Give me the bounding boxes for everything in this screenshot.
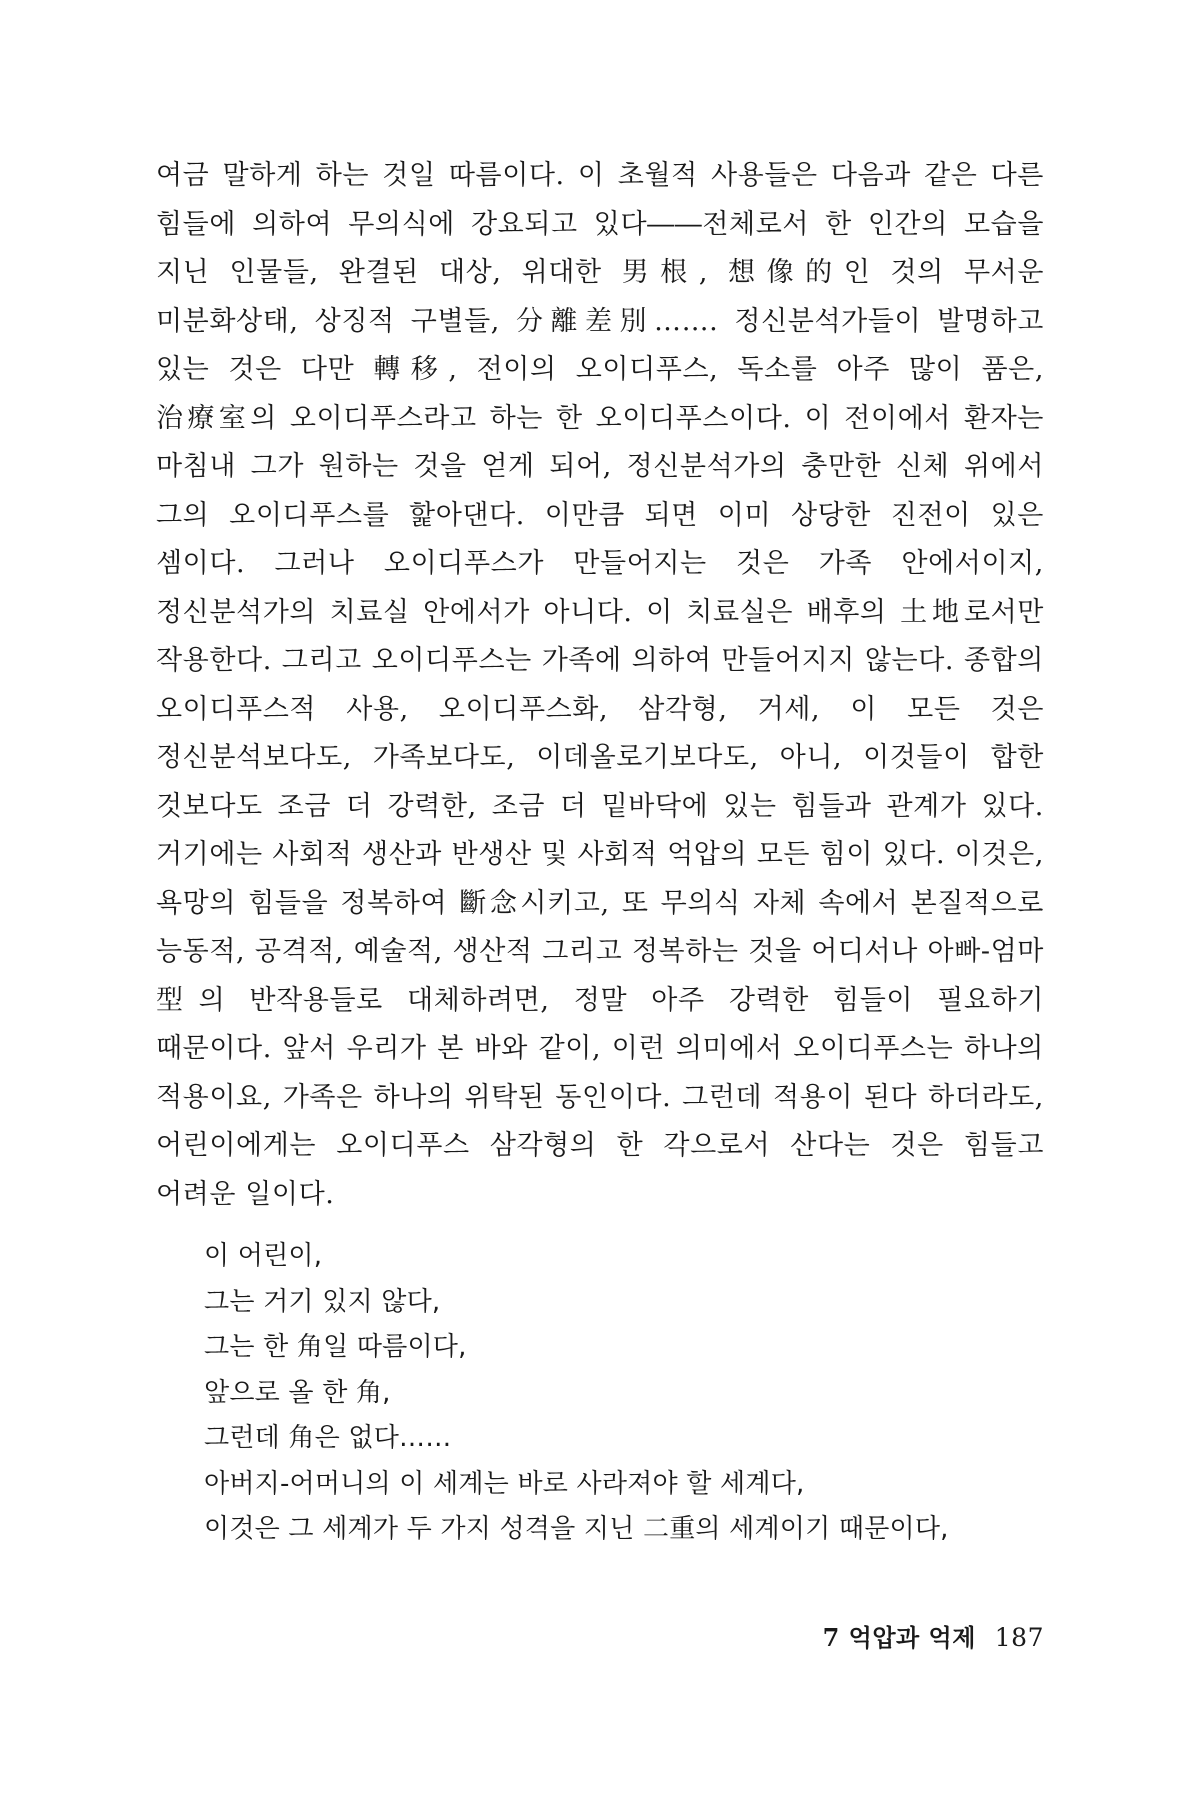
verse-line: 그는 거기 있지 않다, bbox=[204, 1286, 441, 1317]
page-number: 187 bbox=[994, 1623, 1044, 1652]
verse-line: 아버지-어머니의 이 세계는 바로 사라져야 할 세계다, bbox=[204, 1468, 805, 1499]
body-paragraph: 여금 말하게 하는 것일 따름이다. 이 초월적 사용들은 다음과 같은 다른 힘들에 의하여 무의식에 강요되고 있다――전체로서 한 인간의 모습을 지닌 인물들, 완결된 대상, 위대한 男根, 想像的인 것의 무서운 미분화상태, 상징적 구별들, 分離差別……. 정신분석가들이 발명하고 있는 것은 다만 轉移, 전이의 오이디푸스, 독소를 아주 많이 품은, 治療室의 오이디푸스라고 하는 한 오이디푸스이다. 이 전이에서 환자는 마침내 그가 원하는 것을 얻게 되어, 정신분석가의 충만한 신체 위에서 그의 오이디푸스를 핥아댄다. 이만큼 되면 이미 상당한 진전이 있은 셈이다. 그러나 오이디푸스가 만들어지는 것은 가족 안에서이지, 정신분석가의 치료실 안에서가 아니다. 이 치료실은 배후의 土地로서만 작용한다. 그리고 오이디푸스는 가족에 의하여 만들어지지 않는다. 종합의 오이디푸스적 사용, 오이디푸스화, 삼각형, 거세, 이 모든 것은 정신분석보다도, 가족보다도, 이데올로기보다도, 아니, 이것들이 합한 것보다도 조금 더 강력한, 조금 더 밑바닥에 있는 힘들과 관계가 있다. 거기에는 사회적 생산과 반생산 및 사회적 억압의 모든 힘이 있다. 이것은, 욕망의 힘들을 정복하여 斷念시키고, 또 무의식 자체 속에서 본질적으로 능동적, 공격적, 예술적, 생산적 그리고 정복하는 것을 어디서나 아빠-엄마 型의 반작용들로 대체하려면, 정말 아주 강력한 힘들이 필요하기 때문이다. 앞서 우리가 본 바와 같이, 이런 의미에서 오이디푸스는 하나의 적용이요, 가족은 하나의 위탁된 동인이다. 그런데 적용이 된다 하더라도, 어린이에게는 오이디푸스 삼각형의 한 각으로서 산다는 것은 힘들고 어려운 일이다. bbox=[156, 160, 1044, 1210]
verse-line: 이것은 그 세계가 두 가지 성격을 지닌 二重의 세계이기 때문이다, bbox=[204, 1514, 949, 1544]
running-title: 7 억압과 억제 bbox=[822, 1623, 976, 1652]
page-footer bbox=[823, 1618, 1044, 1653]
verse-line: 그런데 角은 없다…… bbox=[204, 1423, 452, 1453]
verse-line: 앞으로 올 한 角, bbox=[204, 1377, 391, 1408]
verse-block bbox=[204, 1234, 1024, 1553]
verse-line: 이 어린이, bbox=[204, 1241, 323, 1271]
verse-line: 그는 한 角일 따름이다, bbox=[204, 1332, 467, 1362]
